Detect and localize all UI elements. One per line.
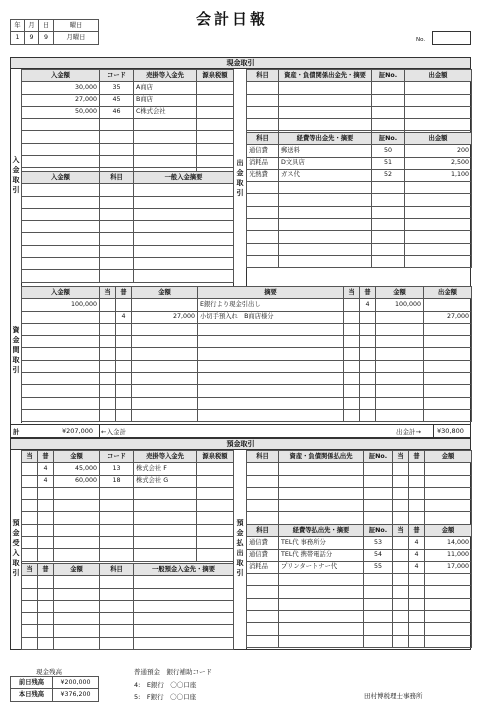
table-row: 27,000 45 B商店	[22, 94, 234, 106]
table-row: 光熱費 ガス代 52 1,100	[247, 169, 472, 181]
bank-code-title: 普通預金 銀行補助コード	[134, 668, 212, 676]
table-row: 50,000 46 C株式会社	[22, 106, 234, 118]
cash-balance-title: 現金残高	[36, 668, 62, 676]
deposit-expense-table: 科目 経費等払出先・摘要 証No. 当 普 金額 通信費 TEL代 事務所分 53 4 14,000 通信費 TEL代 携帯電話分 54 4 11,000 消耗品 プリンタートナー代 55 4 17,000	[246, 524, 472, 648]
date-header-weekday: 曜日	[54, 20, 99, 32]
deposit-section-title: 預金取引	[10, 438, 471, 450]
transfer-label: 資金間取引	[12, 326, 20, 374]
col-receipt-amount: 入金額	[22, 70, 100, 82]
table-row: 4 60,000 18 株式会社 G	[22, 475, 234, 487]
date-header-year: 年	[11, 20, 25, 32]
deposit-receipt-label: 預金受入取引	[12, 519, 20, 577]
cash-sales-table	[21, 69, 234, 181]
no-label: No.	[416, 37, 426, 43]
prev-balance-label: 前日残高	[11, 677, 53, 689]
cash-section-title: 現金取引	[10, 57, 471, 69]
table-row: 消耗品 D文具店 51 2,500	[247, 157, 472, 169]
table-row: 4 27,000 小切手預入れ B商店様分 27,000	[22, 311, 472, 323]
date-weekday: 月曜日	[54, 32, 99, 44]
receipt-total-label: ←入金計	[101, 428, 126, 436]
today-balance-label: 本日残高	[11, 689, 53, 701]
payment-total-label: 出金計→	[396, 428, 421, 436]
no-field[interactable]	[432, 31, 471, 45]
cash-balance-table	[10, 676, 99, 702]
bank-code-row: 4: E銀行 〇〇口座	[134, 681, 197, 689]
prev-balance-value: ¥200,000	[53, 677, 99, 689]
table-row: 通信費 郵送料 50 200	[247, 145, 472, 157]
cash-general-table: 入金額 科目 一般入金摘要	[21, 171, 234, 283]
date-day: 9	[39, 32, 54, 44]
page-title: 会計日報	[196, 10, 269, 28]
col-withholding: 源泉税額	[197, 70, 234, 82]
receipt-total: ¥207,000	[62, 427, 94, 435]
table-row: 100,000 E銀行より現金引出し 4 100,000	[22, 299, 472, 311]
deposit-asset-table: 科目 資産・負債関係払出先 証No. 当 普 金額	[246, 450, 472, 525]
bank-code-row: 5: F銀行 〇〇口座	[134, 693, 197, 701]
today-balance-value: ¥376,200	[53, 689, 99, 701]
date-header-month: 月	[25, 20, 39, 32]
table-row: 4 45,000 13 株式会社 F	[22, 463, 234, 475]
col-customer: 売掛等入金先	[134, 70, 197, 82]
payment-total: ¥30,800	[437, 427, 464, 435]
cash-asset-table: 科目 資産・負債関係出金先・摘要 証No. 出金額	[246, 69, 472, 144]
table-row: 通信費 TEL代 事務所分 53 4 14,000	[247, 537, 472, 549]
table-row: 消耗品 プリンタートナー代 55 4 17,000	[247, 561, 472, 573]
table-row: 通信費 TEL代 携帯電話分 54 4 11,000	[247, 549, 472, 561]
col-code: コード	[100, 70, 134, 82]
deposit-general-table: 当 普 金額 科目 一般預金入金先・摘要	[21, 563, 234, 650]
transfer-table: 入金額 当 普 金額 摘要 当 普 金額 出金額 100,000 E銀行より現金引出し 4 100,000 4 27,000 小切手預入れ B商店様分 27,000	[21, 286, 472, 422]
date-year: 1	[11, 32, 25, 44]
date-table	[10, 19, 99, 45]
date-month: 9	[25, 32, 39, 44]
deposit-sales-table: 当 普 金額 コード 売掛等入金先 源泉税額 4 45,000 13 株式会社 F 4 60,000 18 株式会社 G	[21, 450, 234, 562]
total-label: 計	[13, 428, 20, 436]
office-name: 田村博税理士事務所	[364, 692, 423, 700]
table-row: 30,000 35 A商店	[22, 82, 234, 94]
cash-expense-table: 科目 経費等出金先・摘要 証No. 出金額 通信費 郵送料 50 200 消耗品 D文具店 51 2,500 光熱費 ガス代 52 1,100	[246, 132, 472, 268]
cash-receipt-label: 入金取引	[12, 156, 20, 194]
cash-payment-label: 出金取引	[236, 159, 244, 197]
date-header-day: 日	[39, 20, 54, 32]
deposit-payment-label: 預金払出取引	[236, 519, 244, 577]
